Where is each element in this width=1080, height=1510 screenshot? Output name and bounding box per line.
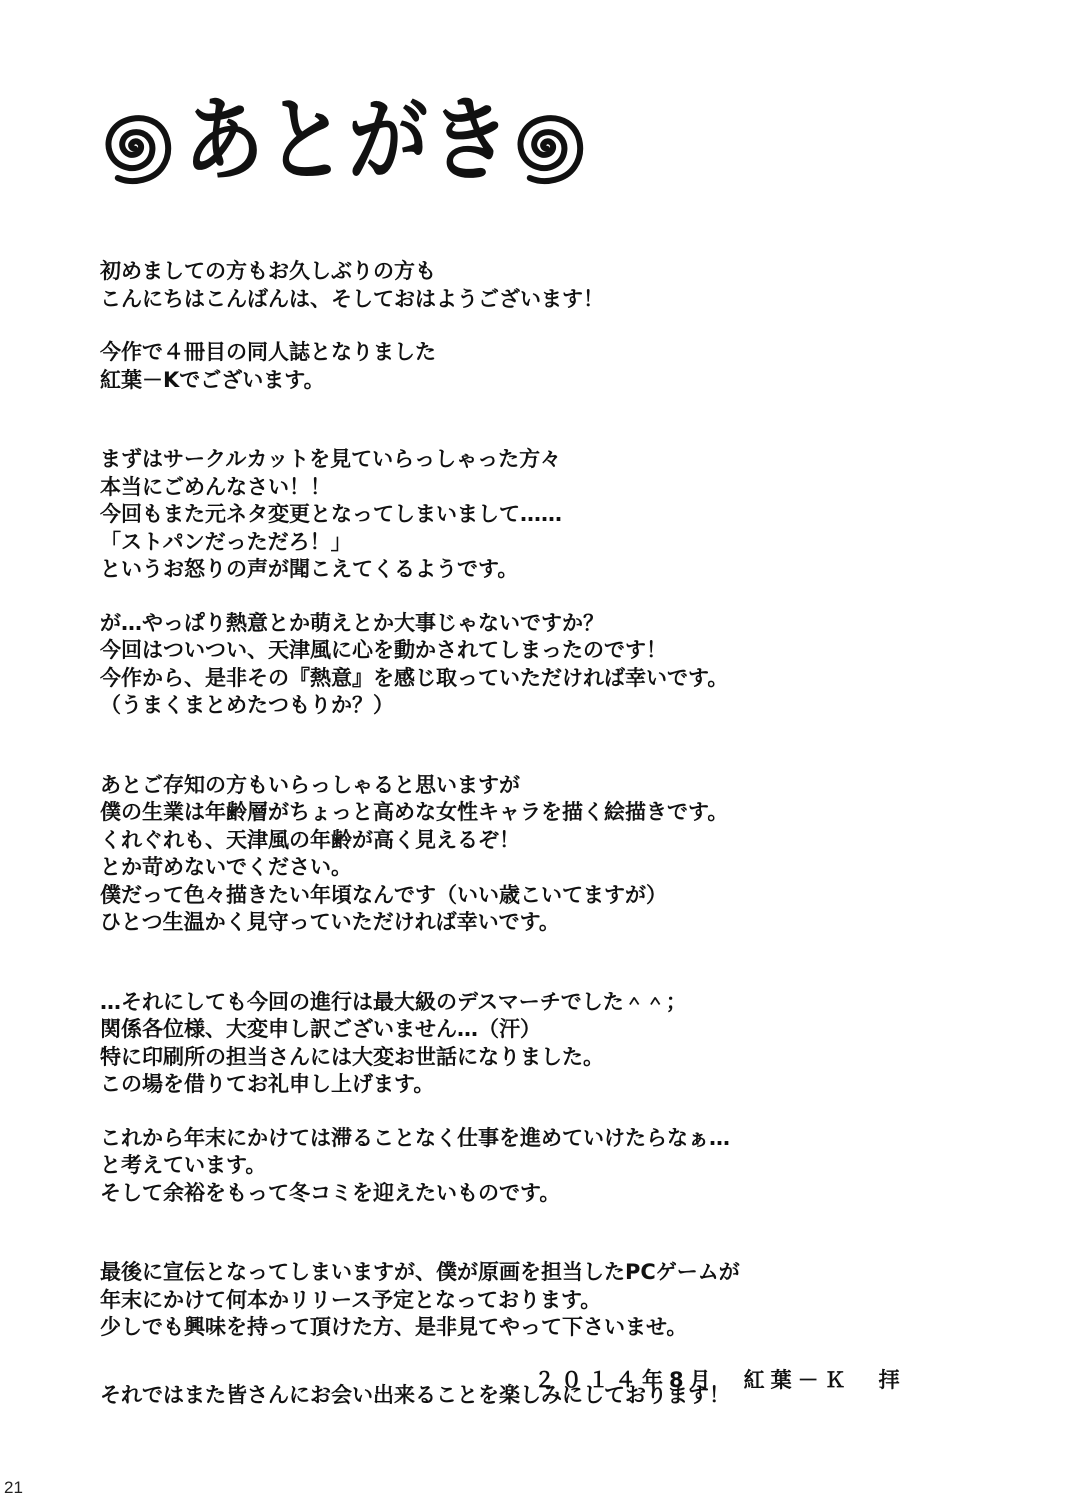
text-line: 関係各位様、大変申し訳ございません…（汗） [100,1017,541,1041]
text-line: これから年末にかけては滞ることなく仕事を進めていけたらなぁ… [100,1125,730,1150]
signature: ２０１４年8月 紅葉－Ｋ 拝 [534,1368,906,1392]
swirl-icon [504,104,590,190]
text-line: というお怒りの声が聞こえてくるようです。 [100,557,519,581]
text-line: 初めましての方もお久しぶりの方も [100,259,436,283]
text-line: 少しでも興味を持って頂けた方、是非見てやって下さいませ。 [100,1315,688,1339]
afterword-heading [92,70,592,215]
text-line: が…やっぱり熱意とか萌えとか大事じゃないですか？ [100,610,604,635]
paragraph-enthusiasm [100,610,960,720]
text-line: 本当にごめんなさい！！ [100,474,331,499]
paragraph-apology [100,446,960,584]
text-line: それではまた皆さんにお会い出来ることを楽しみにしております！ [100,1382,730,1407]
paragraph-greeting [100,258,960,313]
text-line: とか苛めないでください。 [100,855,352,879]
text-line: こんにちはこんばんは、そしておはようございます！ [100,286,604,311]
text-line: 「ストパンだっただろ！」 [100,529,352,554]
paragraph-promotion [100,1259,960,1342]
text-line: 僕だって色々描きたい年頃なんです（いい歳こいてますが） [100,882,667,907]
text-line: 僕の生業は年齢層がちょっと高めな女性キャラを描く絵描きです。 [100,800,729,824]
paragraph-deathmarch [100,989,960,1099]
text-line: ひとつ生温かく見守っていただければ幸いです。 [100,910,560,934]
afterword-body [100,258,960,1409]
text-line: …それにしても今回の進行は最大級のデスマーチでした＾＾； [100,989,687,1014]
text-line: まずはサークルカットを見ていらっしゃった方々 [100,447,562,471]
text-line: 今作で４冊目の同人誌となりました [100,340,436,364]
text-line: 今作から、是非その『熱意』を感じ取っていただければ幸いです。 [100,665,729,690]
swirl-icon [92,104,178,190]
text-line: 紅葉－Kでございます。 [100,367,325,392]
page-title: あとがき [184,86,512,194]
text-line: この場を借りてお礼申し上げます。 [100,1072,435,1096]
text-line: 今回はついつい、天津風に心を動かされてしまったのです！ [100,638,667,662]
paragraph-intro [100,339,960,394]
text-line: 特に印刷所の担当さんには大変お世話になりました。 [100,1044,604,1069]
text-line: と考えています。 [100,1153,267,1177]
text-line: そして余裕をもって冬コミを迎えたいものです。 [100,1180,561,1205]
paragraph-profession [100,772,960,937]
text-line: 今回もまた元ネタ変更となってしまいまして…… [100,502,562,526]
text-line: 最後に宣伝となってしまいますが、僕が原画を担当したPCゲームが [100,1260,740,1284]
text-line: 年末にかけて何本かリリース予定となっております。 [100,1287,602,1312]
text-line: あとご存知の方もいらっしゃると思いますが [100,772,520,797]
text-line: （うまくまとめたつもりか？） [100,693,394,717]
text-line: くれぐれも、天津風の年齢が高く見えるぞ！ [100,827,520,852]
page-number: 21 [4,1478,23,1497]
paragraph-plans [100,1125,960,1208]
